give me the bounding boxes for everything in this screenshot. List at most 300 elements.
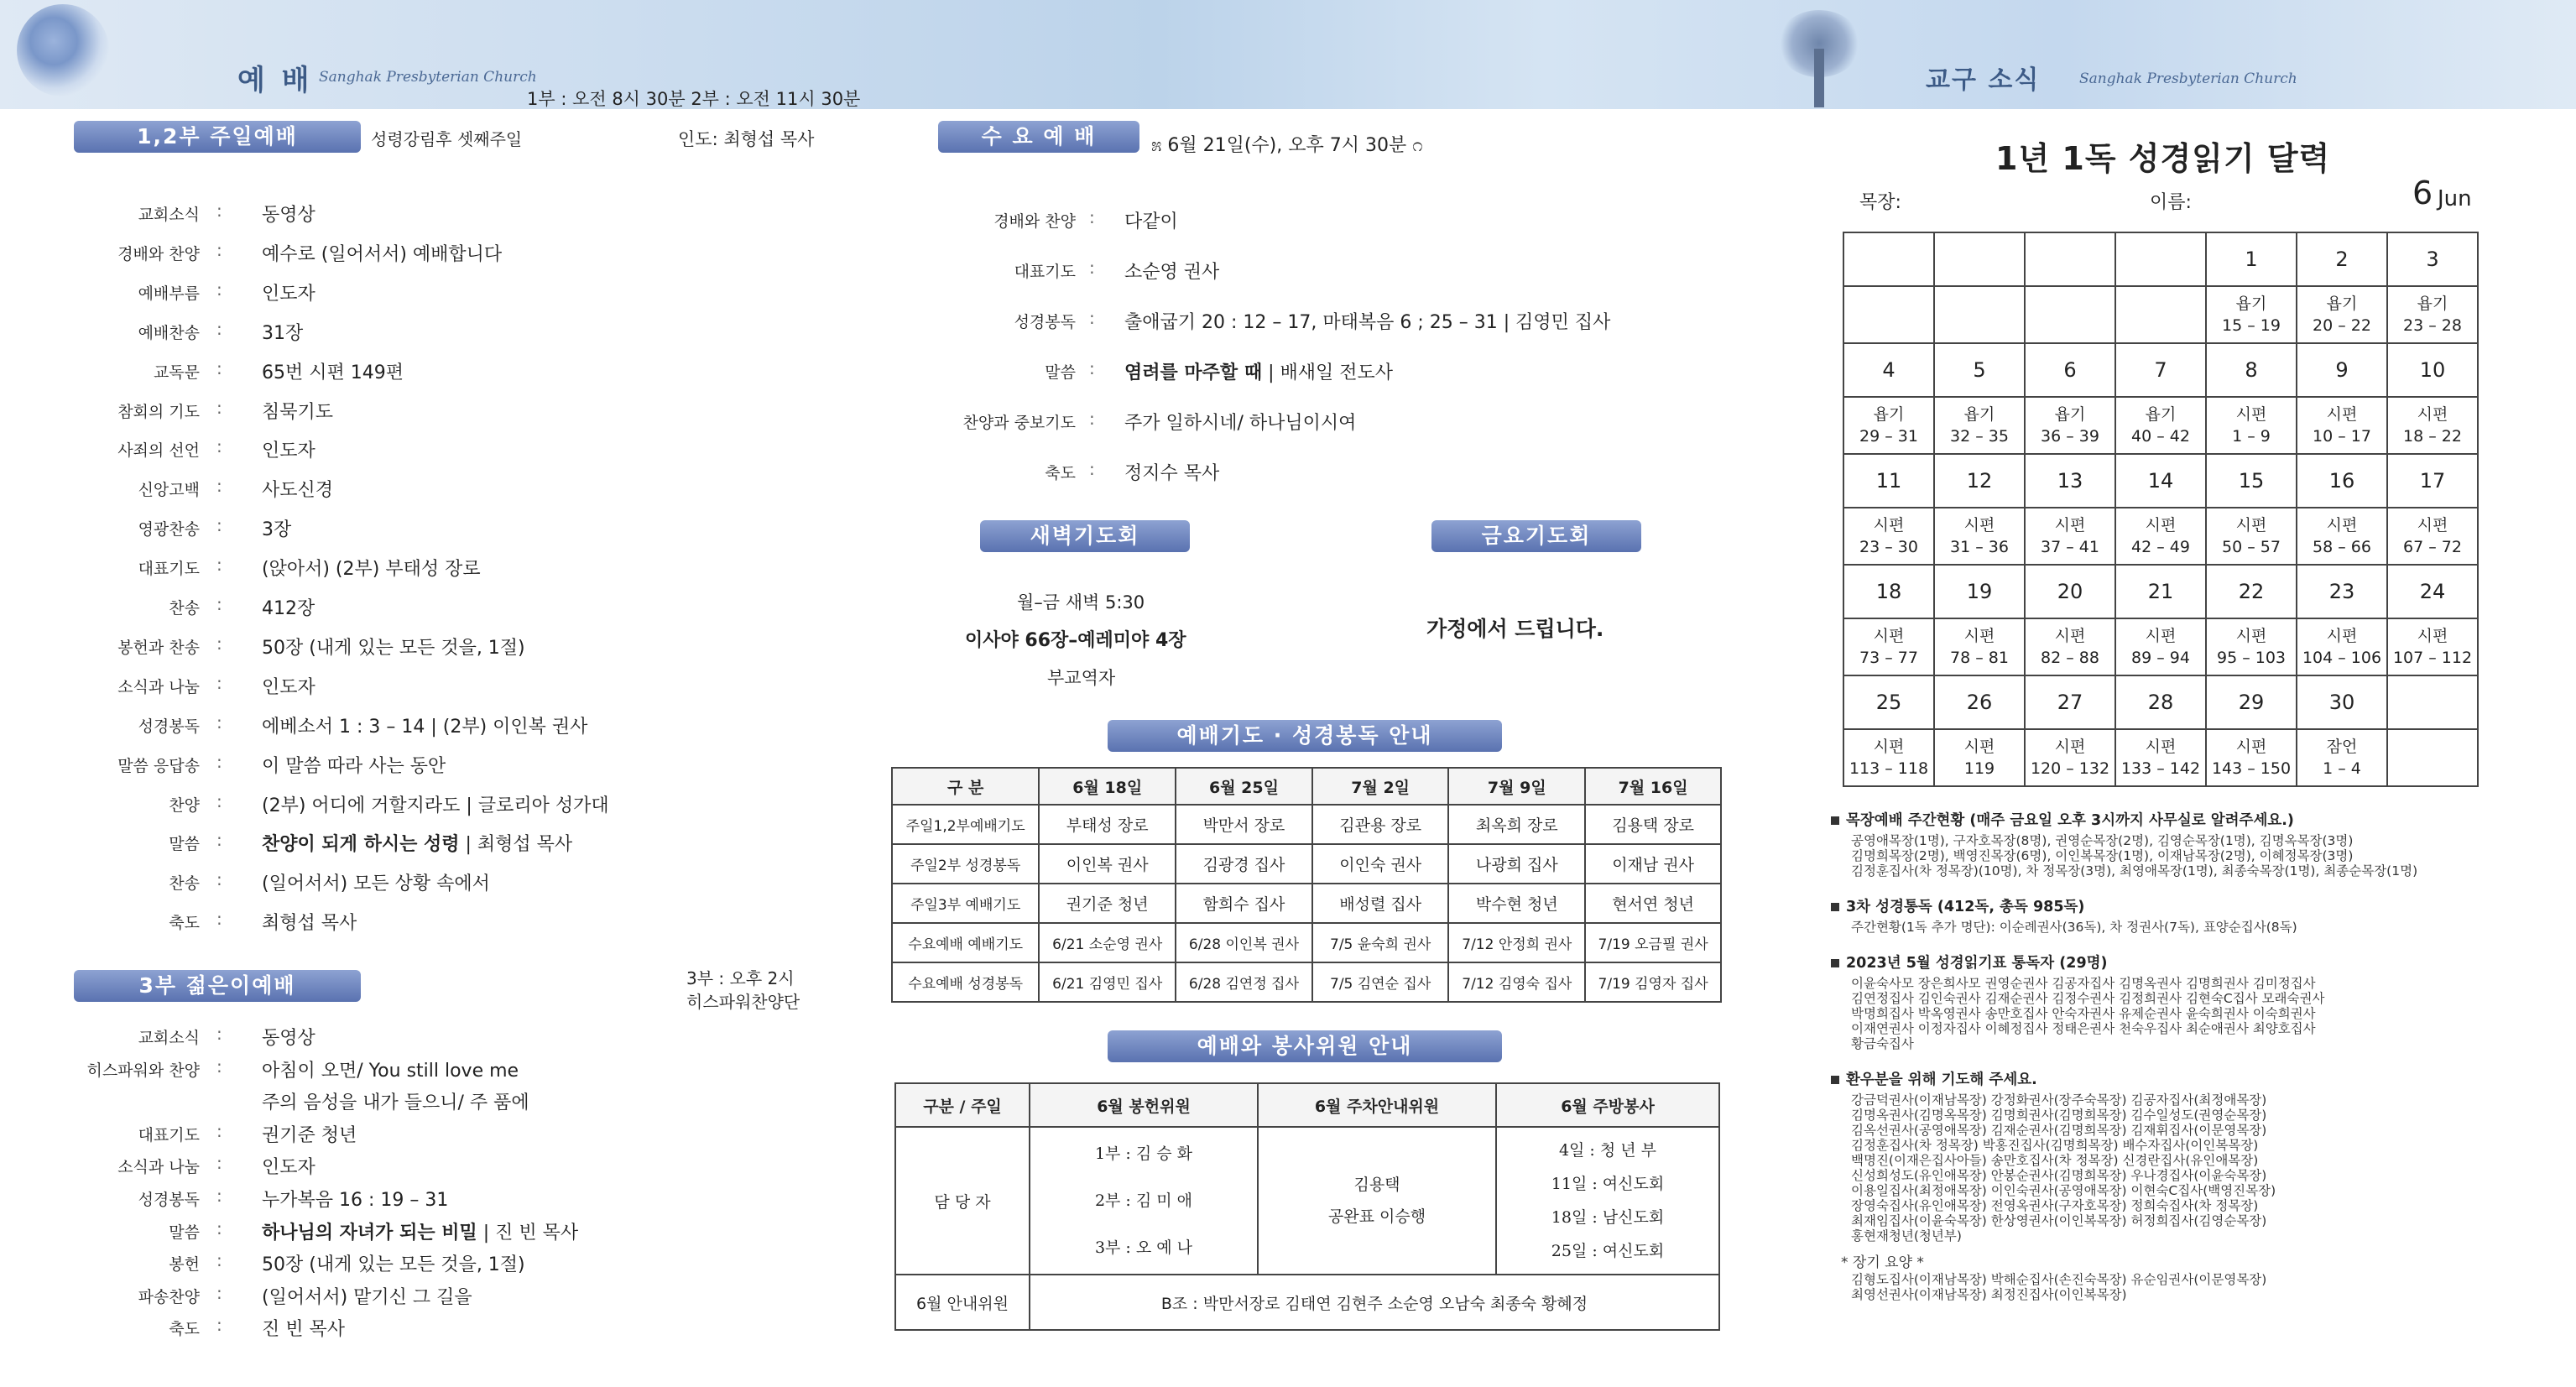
calendar-day-number: 11 [1843, 454, 1934, 508]
reading-chapters: 113 – 118 [1849, 759, 1929, 778]
reading-book: 욥기 [2326, 295, 2358, 313]
cell-worship-line: 김명희목장(2명), 백영진목장(6명), 이인복목장(1명), 이재남목장(2명), 이혜정목장(3명) [1851, 848, 2354, 863]
calendar-day-number [2115, 232, 2206, 286]
reading-chapters: 40 – 42 [2131, 427, 2190, 446]
reading-chapters: 58 – 66 [2313, 538, 2371, 556]
prayer-cell: 7/5 윤숙희 권사 [1312, 923, 1449, 962]
calendar-day-number: 21 [2115, 565, 2206, 618]
order-separator: : [216, 1282, 222, 1303]
sunday-subtitle: 성령강림후 셋째주일 [371, 129, 523, 149]
order-value: 50장 (내게 있는 모든 것을, 1절) [262, 637, 525, 659]
reading-chapters: 50 – 57 [2222, 538, 2281, 556]
prayer-header-cell: 6월 18일 [1039, 768, 1176, 805]
reading-book: 시편 [1963, 738, 1995, 756]
sick-person-line: 김옥선권사(공영애목장) 김재순권사(김명희목장) 김재휘집사(이문영목장) [1851, 1123, 2267, 1138]
calendar-month-en: Jun [2438, 186, 2472, 211]
plan-reader-line: 이재연권사 이정자집사 이혜정집사 정태은권사 천숙우집사 최순애권사 최양호집사 [1851, 1021, 2316, 1036]
order-value: 412장 [262, 598, 315, 619]
plan-reader-line: 김연정집사 김인숙권사 김재순권사 김정수권사 김정희권사 김현숙C집사 모래숙권사 [1851, 991, 2325, 1006]
reading-chapters: 23 – 28 [2403, 316, 2462, 335]
reading-book: 잠언 [2326, 738, 2358, 756]
offering-cell [1030, 1127, 1258, 1275]
order-value: 출애굽기 20 : 12 – 17, 마태복음 6 ; 25 – 31 | 김영민 집사 [1124, 312, 1611, 333]
prayer-cell: 나광희 집사 [1448, 844, 1585, 884]
order-separator: : [216, 830, 222, 851]
order-separator: : [216, 869, 222, 890]
calendar-day-number: 14 [2115, 454, 2206, 508]
calendar-day-number: 13 [2025, 454, 2115, 508]
calendar-day-number: 19 [1934, 565, 2025, 618]
calendar-day-number: 28 [2115, 675, 2206, 729]
header-left-script: Sanghak Presbyterian Church [319, 69, 537, 86]
calendar-day-number: 18 [1843, 565, 1934, 618]
cell-worship-lines [1851, 833, 2561, 879]
order-separator: : [1089, 358, 1095, 378]
calendar-reading [2297, 618, 2387, 675]
sick-person-line: 최재임집사(이윤숙목장) 한상영권사(이인복목장) 허정희집사(김영순목장) [1851, 1213, 2267, 1228]
calendar-day-number: 24 [2387, 565, 2478, 618]
order-separator: : [1089, 308, 1095, 328]
order-value: 주가 일하시네/ 하나님이시여 [1124, 413, 1357, 434]
prayer-row-label: 주일2부 성경봉독 [892, 844, 1039, 884]
header-right-title: 교구 소식 [1926, 65, 2041, 95]
prayer-cell: 7/12 안정희 권사 [1448, 923, 1585, 962]
calendar-reading [1843, 508, 1934, 565]
kitchen-2: 11일 : 여신도회 [1551, 1175, 1665, 1193]
order-separator: : [216, 712, 222, 733]
order-separator: : [216, 1153, 222, 1174]
order-separator: : [216, 279, 222, 300]
kitchen-4: 25일 : 여신도회 [1551, 1242, 1665, 1260]
bullet-square [1831, 903, 1839, 911]
prayer-header-cell: 6월 25일 [1176, 768, 1312, 805]
order-label: 성경봉독 [1014, 313, 1076, 331]
order-value: 소순영 권사 [1124, 262, 1220, 283]
longterm-care-line: 김형도집사(이재남목장) 박해순집사(손진숙목장) 유순임권사(이문영목장) [1851, 1272, 2267, 1287]
reading-book: 시편 [2326, 627, 2358, 645]
order-separator: : [216, 751, 222, 772]
prayer-cell: 이인복 권사 [1039, 844, 1176, 884]
cell-worship-line: 공영애목장(1명), 구자호목장(8명), 권영순목장(2명), 김영순목장(1명), 김명옥목장(3명) [1851, 833, 2354, 848]
reading-book: 욥기 [2235, 295, 2267, 313]
dawn-text: 이사야 66장–예레미야 4장 [965, 630, 1186, 651]
order-label: 경배와 찬양 [993, 212, 1076, 231]
reading-book: 시편 [2235, 738, 2267, 756]
order-value: 31장 [262, 322, 304, 344]
calendar-reading [2206, 729, 2297, 786]
prayer-reading-table [891, 767, 1722, 1003]
order-value: 사도신경 [262, 480, 334, 502]
calendar-reading [2297, 397, 2387, 454]
prayer-cell: 이재남 권사 [1585, 844, 1721, 884]
calendar-reading [1934, 508, 2025, 565]
calendar-day-number: 23 [2297, 565, 2387, 618]
parking-cell [1258, 1127, 1496, 1275]
calendar-reading [2025, 286, 2115, 343]
sermon-title: 하나님의 자녀가 되는 비밀 [262, 1222, 477, 1244]
header-right-script: Sanghak Presbyterian Church [2079, 70, 2297, 87]
sick-person-line: 이용일집사(최정애목장) 이인숙권사(공영애목장) 이현숙C집사(백영진목장) [1851, 1183, 2276, 1198]
service-volunteer-table [894, 1082, 1720, 1331]
reading-book: 시편 [1873, 627, 1905, 645]
calendar-day-number [2387, 675, 2478, 729]
calendar-reading [2297, 286, 2387, 343]
order-value: 진 빈 목사 [262, 1319, 345, 1341]
calendar-day-number [1843, 232, 1934, 286]
calendar-day-number: 26 [1934, 675, 2025, 729]
calendar-reading [2115, 729, 2206, 786]
flower-illustration [17, 4, 109, 96]
prayer-cell: 7/12 김영숙 집사 [1448, 962, 1585, 1002]
plan-lines [1851, 976, 2561, 1051]
kitchen-cell [1496, 1127, 1719, 1275]
reading-book: 시편 [2326, 516, 2358, 534]
reading-chapters: 143 – 150 [2211, 759, 2292, 778]
order-value: (일어서서) 맡기신 그 길을 [262, 1286, 472, 1308]
sunday-service-title: 1,2부 주일예배 [74, 121, 361, 153]
order-value: (앉아서) (2부) 부태성 장로 [262, 559, 481, 581]
prayer-header-cell: 구 분 [892, 768, 1039, 805]
calendar-reading [1934, 286, 2025, 343]
reading-chapters: 29 – 31 [1859, 427, 1918, 446]
sick-person-line: 홍현재청년(청년부) [1851, 1228, 1962, 1244]
order-label: 찬양과 중보기도 [962, 414, 1076, 432]
reading-chapters: 82 – 88 [2041, 649, 2099, 667]
reading-book: 시편 [2235, 627, 2267, 645]
order-separator: : [1089, 207, 1095, 227]
bullet-square [1831, 816, 1839, 825]
header-left-title: 예 배 [237, 64, 313, 97]
calendar-day-number: 30 [2297, 675, 2387, 729]
order-value: 3장 [262, 519, 292, 541]
reading-book: 시편 [2235, 405, 2267, 424]
reading-book: 시편 [1963, 516, 1995, 534]
order-separator: : [216, 239, 222, 260]
calendar-day-number: 3 [2387, 232, 2478, 286]
calendar-field-name: 이름: [2150, 192, 2192, 213]
order-separator: : [216, 357, 222, 378]
prayer-cell: 함희수 집사 [1176, 884, 1312, 923]
service-table-title: 예배와 봉사위원 안내 [1108, 1030, 1502, 1062]
order-separator: : [216, 1315, 222, 1336]
reading-book: 욥기 [2054, 405, 2086, 424]
order-separator: : [216, 909, 222, 930]
bullet-square [1831, 1076, 1839, 1084]
order-label: 성경봉독 [138, 1191, 200, 1209]
order-label: 축도 [169, 1320, 200, 1339]
order-separator: : [216, 515, 222, 536]
order-value: (일어서서) 모든 상황 속에서 [262, 873, 490, 895]
order-label: 대표기도 [1014, 263, 1076, 281]
prayer-cell: 7/5 김연순 집사 [1312, 962, 1449, 1002]
prayer-row-label: 수요예배 예배기도 [892, 923, 1039, 962]
offering-2: 2부 : 김 미 애 [1094, 1191, 1193, 1210]
reading-chapters: 89 – 94 [2131, 649, 2190, 667]
calendar-reading [1934, 397, 2025, 454]
order-value [262, 1218, 578, 1244]
order-value: 권기준 청년 [262, 1124, 357, 1146]
order-label: 성경봉독 [138, 717, 200, 736]
order-separator: : [216, 790, 222, 811]
calendar-reading [2387, 508, 2478, 565]
calendar-reading [2025, 618, 2115, 675]
calendar-reading [2206, 618, 2297, 675]
service-header-1: 6월 봉헌위원 [1030, 1083, 1258, 1127]
order-value: 최형섭 목사 [262, 913, 357, 935]
order-value: 누가복음 16 : 19 – 31 [262, 1190, 449, 1211]
order-separator: : [1089, 258, 1095, 278]
calendar-reading [2115, 286, 2206, 343]
friday-prayer-title: 금요기도회 [1431, 520, 1641, 552]
reading-title: 3차 성경통독 (412독, 총독 985독) [1831, 895, 2561, 916]
reading-chapters: 20 – 22 [2313, 316, 2371, 335]
reading-book: 욥기 [2145, 405, 2177, 424]
order-separator: : [216, 476, 222, 497]
order-label: 교회소식 [138, 206, 200, 224]
calendar-day-number: 7 [2115, 343, 2206, 397]
calendar-reading [2206, 397, 2297, 454]
reading-book: 시편 [2054, 738, 2086, 756]
prayer-cell: 김광경 집사 [1176, 844, 1312, 884]
order-separator: : [216, 436, 222, 457]
reading-book: 시편 [2235, 516, 2267, 534]
order-label: 찬송 [169, 874, 200, 894]
calendar-day-number: 15 [2206, 454, 2297, 508]
calendar-day-number: 20 [2025, 565, 2115, 618]
order-value: 65번 시편 149편 [262, 362, 404, 383]
order-label: 교회소식 [138, 1029, 200, 1047]
sermon-title: 염려를 마주할 때 [1124, 362, 1263, 383]
calendar-title: 1년 1독 성경읽기 달력 [1995, 140, 2331, 177]
prayer-row-label: 수요예배 성경봉독 [892, 962, 1039, 1002]
order-label: 대표기도 [138, 560, 200, 579]
reading-book: 시편 [1873, 516, 1905, 534]
calendar-reading [1843, 729, 1934, 786]
reading-chapters: 1 – 9 [2232, 427, 2271, 446]
youth-time: 3부 : 오후 2시 [686, 968, 795, 988]
calendar-day-number: 4 [1843, 343, 1934, 397]
header-banner [0, 0, 2576, 109]
calendar-day-number: 9 [2297, 343, 2387, 397]
service-header-0: 구분 / 주일 [895, 1083, 1030, 1127]
order-label: 사죄의 선언 [117, 441, 200, 461]
sick-person-line: 강금덕권사(이재남목장) 강정화권사(장주숙목장) 김공자집사(최정애목장) [1851, 1092, 2267, 1108]
reading-chapters: 95 – 103 [2216, 649, 2287, 667]
reading-book: 욥기 [1873, 405, 1905, 424]
dawn-time: 월–금 새벽 5:30 [1017, 592, 1145, 613]
kitchen-1: 4일 : 청 년 부 [1558, 1141, 1657, 1160]
order-label: 축도 [169, 914, 200, 933]
order-separator: : [216, 1024, 222, 1044]
order-value: 침묵기도 [262, 401, 334, 423]
sermon-speaker: | 최형섭 목사 [459, 834, 573, 856]
reading-chapters: 73 – 77 [1859, 649, 1918, 667]
cell-worship-line: 김정훈집사(차 정목장)(10명), 차 정목장(3명), 최영애목장(1명), 최종숙목장(1명), 최종순목장(1명) [1851, 863, 2418, 879]
service-row-label: 담 당 자 [895, 1127, 1030, 1275]
dawn-prayer-title: 새벽기도회 [980, 520, 1190, 552]
plan-reader-line: 황금숙집사 [1851, 1036, 1914, 1051]
sunday-leader: 인도: 최형섭 목사 [678, 129, 815, 149]
reading-chapters: 78 – 81 [1950, 649, 2009, 667]
prayer-table-title: 예배기도 · 성경봉독 안내 [1108, 720, 1502, 752]
prayer-cell: 권기준 청년 [1039, 884, 1176, 923]
prayer-cell: 7/19 오금필 권사 [1585, 923, 1721, 962]
calendar-day-number: 29 [2206, 675, 2297, 729]
calendar-day-number: 22 [2206, 565, 2297, 618]
calendar-day-number [1934, 232, 2025, 286]
prayer-cell: 부태성 장로 [1039, 805, 1176, 844]
reading-book: 시편 [2145, 627, 2177, 645]
calendar-reading [2206, 508, 2297, 565]
order-separator: : [216, 672, 222, 693]
calendar-reading [2297, 508, 2387, 565]
calendar-day-number: 27 [2025, 675, 2115, 729]
tree-trunk [1814, 49, 1824, 107]
order-label: 파송찬양 [138, 1287, 200, 1306]
order-value: 주의 음성을 내가 들으니/ 주 품에 [262, 1092, 529, 1114]
order-value: 예수로 (일어서서) 예배합니다 [262, 243, 503, 265]
order-label: 찬송 [169, 599, 200, 618]
order-separator: : [216, 1056, 222, 1077]
reading-chapters: 107 – 112 [2392, 649, 2473, 667]
calendar-reading [2387, 729, 2478, 786]
order-separator: : [1089, 409, 1095, 429]
calendar-reading [2206, 286, 2297, 343]
reading-calendar [1843, 232, 2479, 787]
reading-chapters: 1 – 4 [2323, 759, 2361, 778]
plan-title: 2023년 5월 성경읽기표 통독자 (29명) [1831, 952, 2561, 972]
sick-person-line: 백명진(이재은집사아들) 송만호집사(차 정목장) 신경란집사(유인애목장) [1851, 1153, 2259, 1168]
order-separator: : [216, 1218, 222, 1238]
friday-text: 가정에서 드립니다. [1426, 617, 1604, 641]
reading-book: 시편 [1963, 627, 1995, 645]
calendar-reading [1843, 397, 1934, 454]
prayer-header-cell: 7월 2일 [1312, 768, 1449, 805]
calendar-day-number: 2 [2297, 232, 2387, 286]
reading-chapters: 37 – 41 [2041, 538, 2099, 556]
prayer-cell: 이인숙 권사 [1312, 844, 1449, 884]
reading-chapters: 18 – 22 [2403, 427, 2462, 446]
sick-person-line: 김정훈집사(차 정목장) 박홍진집사(김명희목장) 배수자집사(이인복목장) [1851, 1138, 2259, 1153]
calendar-reading [2387, 286, 2478, 343]
reading-chapters: 42 – 49 [2131, 538, 2190, 556]
order-value: 다같이 [1124, 211, 1178, 232]
order-label: 소식과 나눔 [117, 1158, 200, 1177]
calendar-day-number [2025, 232, 2115, 286]
youth-service-title: 3부 젊은이예배 [74, 970, 361, 1002]
wednesday-service-title: 수 요 예 배 [938, 121, 1139, 153]
reading-book: 시편 [1873, 738, 1905, 756]
order-value: 아침이 오면/ You still love me [262, 1060, 519, 1082]
longterm-lines [1851, 1272, 2561, 1302]
kitchen-3: 18일 : 남신도회 [1551, 1208, 1665, 1227]
prayer-header-cell: 7월 16일 [1585, 768, 1721, 805]
dawn-leader: 부교역자 [1047, 668, 1116, 688]
sermon-speaker: | 진 빈 목사 [477, 1222, 579, 1244]
longterm-title: * 장기 요양 * [1841, 1254, 1924, 1271]
service-header-2: 6월 주차안내위원 [1258, 1083, 1496, 1127]
reading-book: 욥기 [2417, 295, 2448, 313]
order-value: 인도자 [262, 441, 315, 462]
reading-chapters: 32 – 35 [1950, 427, 2009, 446]
order-label: 대표기도 [138, 1125, 200, 1145]
reading-book: 시편 [2145, 738, 2177, 756]
calendar-reading [2115, 508, 2206, 565]
calendar-reading [1934, 618, 2025, 675]
youth-leader: 히스파워찬양단 [686, 992, 800, 1012]
prayer-cell: 현서연 청년 [1585, 884, 1721, 923]
order-value: 이 말씀 따라 사는 동안 [262, 755, 446, 777]
prayer-cell: 최옥희 장로 [1448, 805, 1585, 844]
calendar-day-number: 6 [2025, 343, 2115, 397]
calendar-reading [2387, 397, 2478, 454]
calendar-reading [2115, 397, 2206, 454]
order-separator: : [216, 397, 222, 418]
sermon-title: 찬양이 되게 하시는 성령 [262, 834, 460, 856]
calendar-day-number: 1 [2206, 232, 2297, 286]
reading-chapters: 31 – 36 [1950, 538, 2009, 556]
calendar-reading [2115, 618, 2206, 675]
order-value: 인도자 [262, 283, 315, 305]
order-separator: : [216, 1250, 222, 1271]
wednesday-date: ೫ 6월 21일(수), 오후 7시 30분 ೧ [1151, 135, 1423, 156]
prayer-cell: 6/28 이인복 권사 [1176, 923, 1312, 962]
reading-book: 욥기 [1963, 405, 1995, 424]
reading-book: 시편 [2054, 627, 2086, 645]
order-label: 히스파워와 찬양 [86, 1061, 200, 1080]
prayer-cell: 박만서 장로 [1176, 805, 1312, 844]
order-label: 신앙고백 [138, 481, 200, 500]
order-value [262, 830, 572, 856]
order-label: 경배와 찬양 [117, 244, 200, 263]
prayer-cell: 7/19 김영자 집사 [1585, 962, 1721, 1002]
calendar-day-number: 25 [1843, 675, 1934, 729]
calendar-reading [2297, 729, 2387, 786]
reading-chapters: 36 – 39 [2041, 427, 2099, 446]
prayer-cell: 김관용 장로 [1312, 805, 1449, 844]
order-separator: : [216, 633, 222, 654]
plan-reader-line: 이윤숙사모 장은희사모 권영순권사 김공자집사 김명옥권사 김명희권사 김미정집사 [1851, 976, 2316, 991]
offering-1: 1부 : 김 승 화 [1094, 1145, 1193, 1163]
reading-book: 시편 [2326, 405, 2358, 424]
order-label: 말씀 응답송 [117, 756, 200, 775]
sermon-speaker: | 배새일 전도사 [1262, 362, 1393, 383]
order-separator: : [216, 318, 222, 339]
calendar-reading [2025, 508, 2115, 565]
sick-title: 환우분을 위해 기도해 주세요. [1831, 1068, 2561, 1089]
prayer-cell: 6/21 김영민 집사 [1039, 962, 1176, 1002]
reading-chapters: 23 – 30 [1859, 538, 1918, 556]
order-label: 말씀 [169, 1223, 200, 1242]
order-value: 동영상 [262, 205, 315, 226]
reading-chapters: 119 [1963, 759, 1995, 778]
reading-book: 시편 [2417, 516, 2448, 534]
calendar-reading [2387, 618, 2478, 675]
calendar-day-number: 12 [1934, 454, 2025, 508]
order-value: 에베소서 1 : 3 – 14 | (2부) 이인복 권사 [262, 716, 588, 738]
order-label: 봉헌과 찬송 [117, 638, 200, 657]
guide-value: B조 : 박만서장로 김태연 김현주 소순영 오남숙 최종숙 황혜정 [1030, 1275, 1719, 1330]
sick-person-line: 김명옥권사(김명옥목장) 김명희권사(김명희목장) 김수일성도(권영순목장) [1851, 1108, 2267, 1123]
parking-1: 김용택 [1353, 1176, 1400, 1194]
order-separator: : [216, 555, 222, 576]
prayer-cell: 6/21 소순영 권사 [1039, 923, 1176, 962]
calendar-day-number: 17 [2387, 454, 2478, 508]
reading-chapters: 104 – 106 [2302, 649, 2382, 667]
order-separator: : [216, 1186, 222, 1206]
reading-book: 시편 [2054, 516, 2086, 534]
order-label: 말씀 [169, 835, 200, 854]
